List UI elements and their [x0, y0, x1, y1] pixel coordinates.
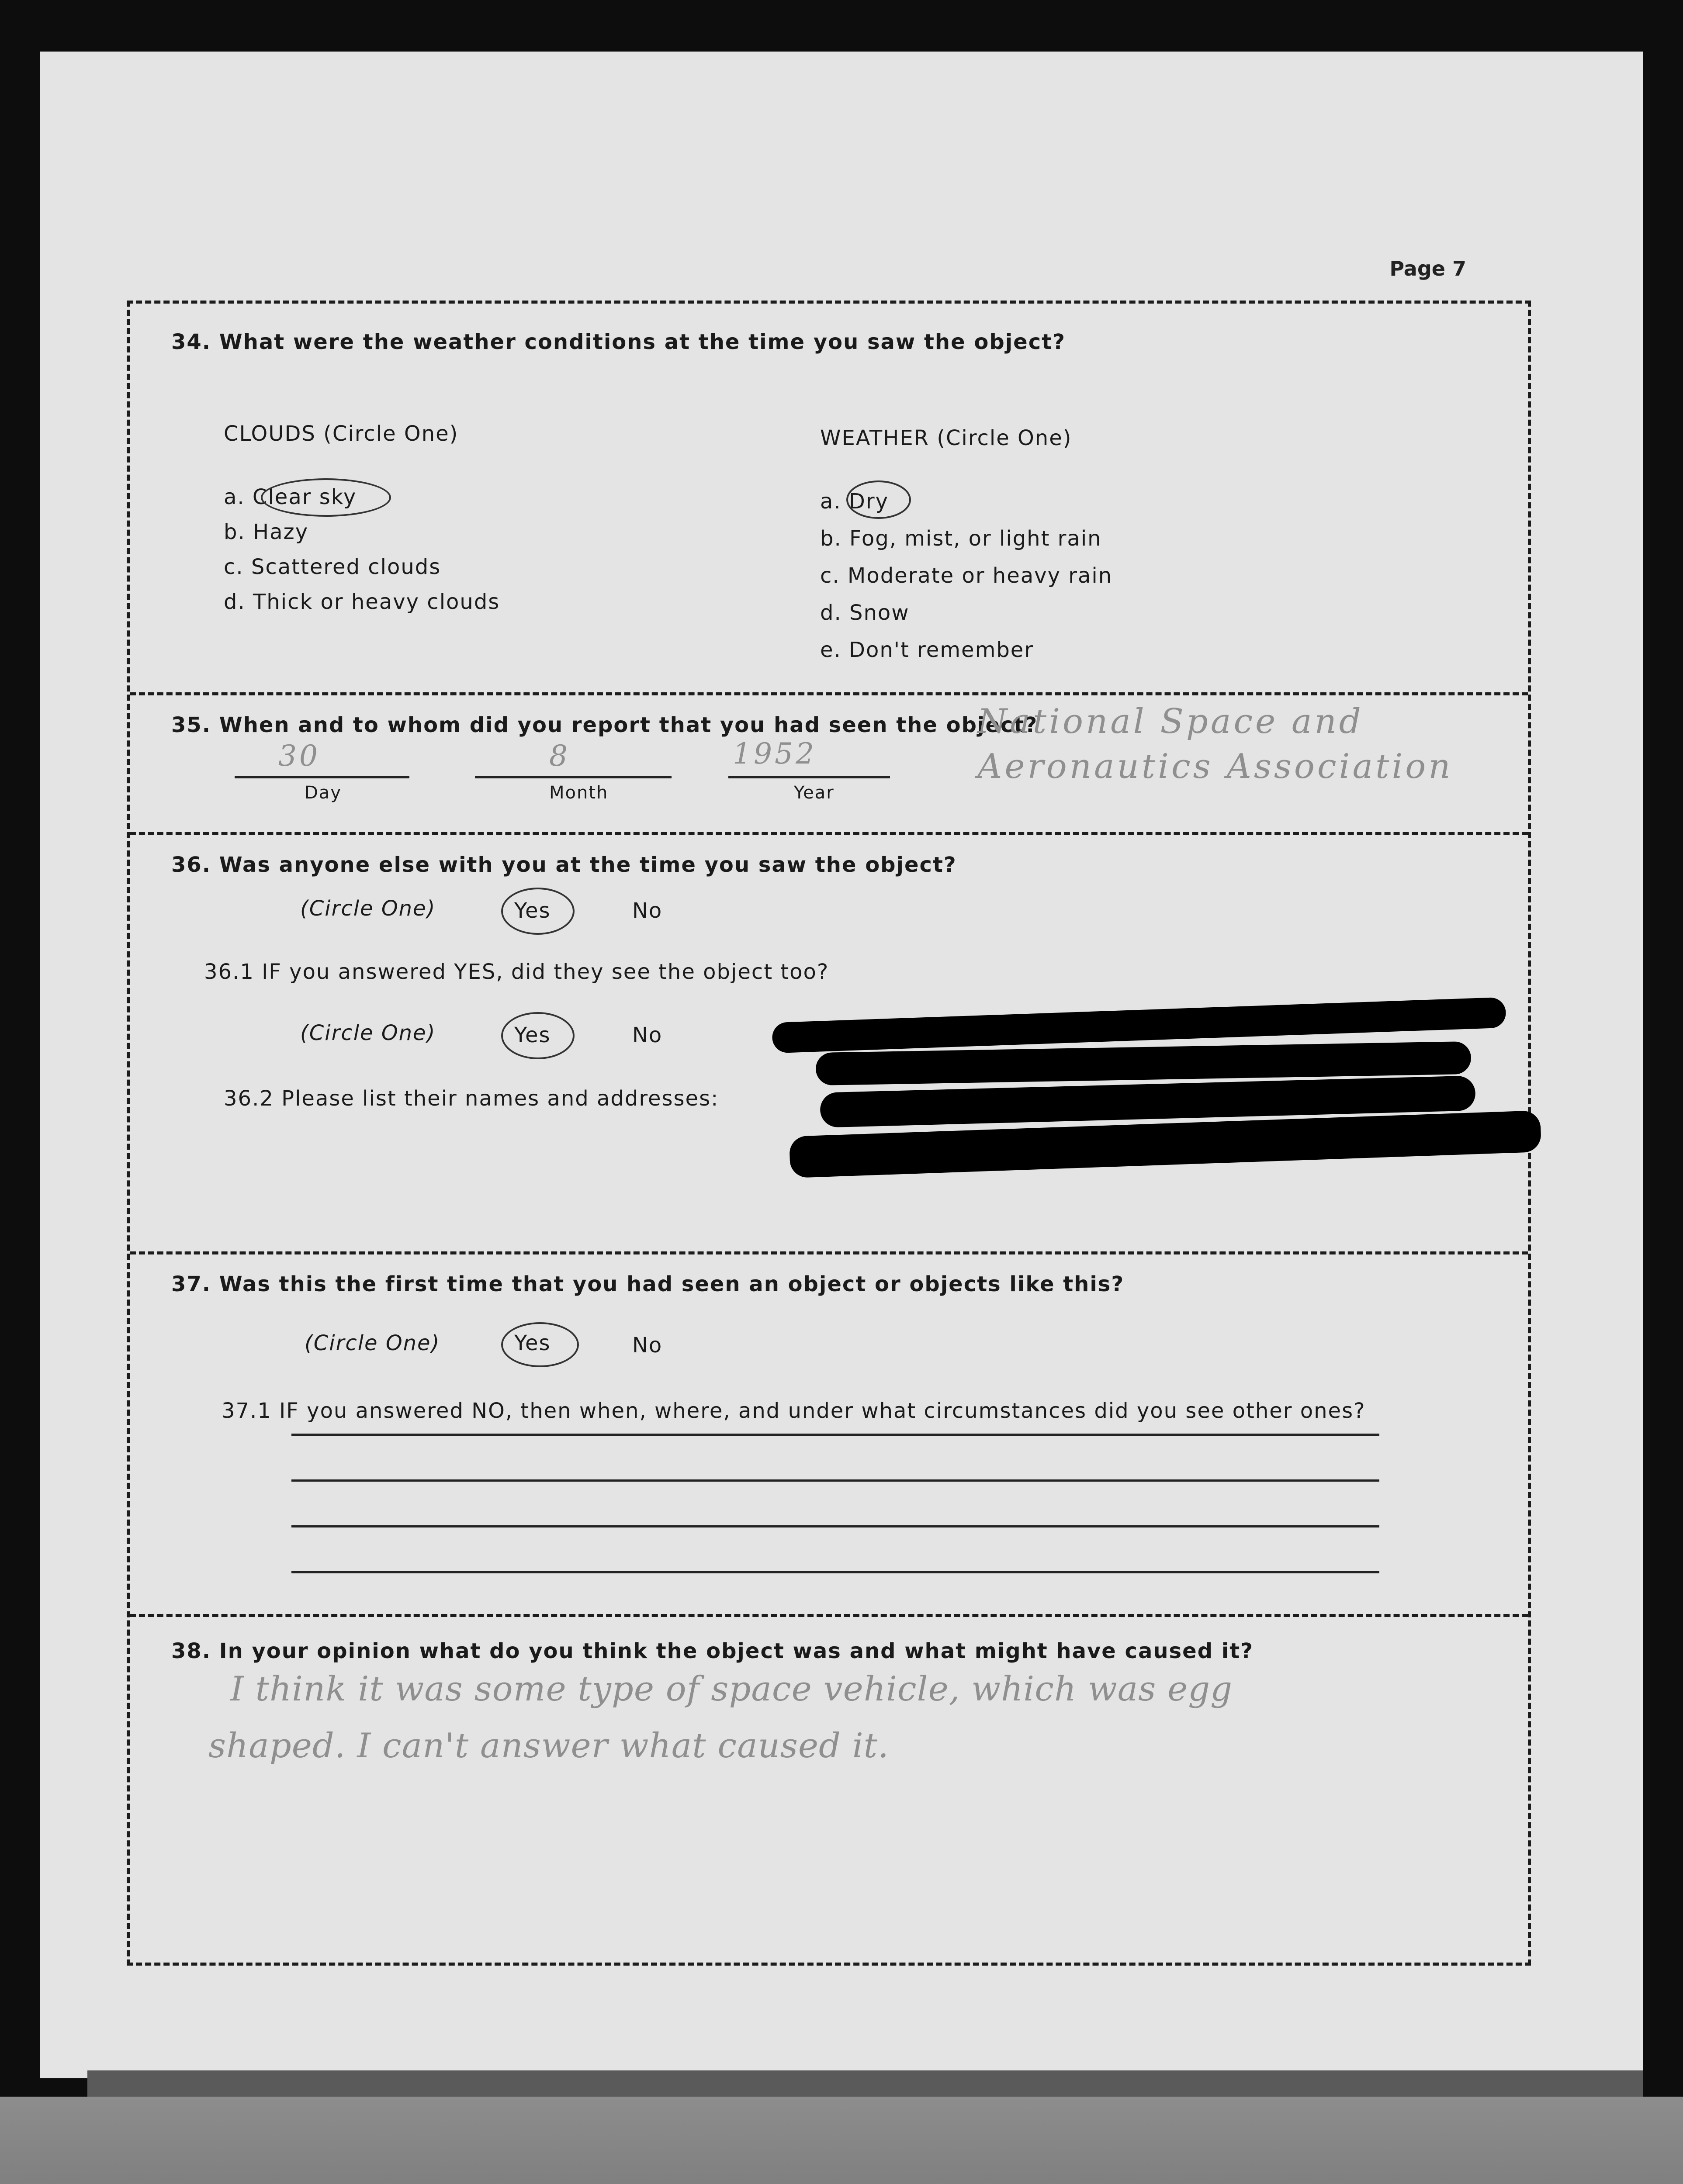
question-38-text: 38. In your opinion what do you think the object was and what might have caused it?	[171, 1639, 1254, 1663]
weather-option-d: d. Snow	[820, 601, 910, 625]
month-label: Month	[549, 783, 609, 803]
weather-option-e: e. Don't remember	[820, 638, 1034, 662]
circle-one-label-3: (Circle One)	[305, 1331, 440, 1355]
answer-yes-3: Yes	[514, 1331, 551, 1355]
yes-circle-mark-3	[501, 1322, 579, 1367]
question-35-text: 35. When and to whom did you report that you had seen the object?	[171, 713, 1038, 737]
clouds-option-b: b. Hazy	[224, 520, 309, 544]
question-37-text: 37. Was this the first time that you had seen an object or objects like this?	[171, 1272, 1125, 1296]
clear-sky-circle-mark	[261, 478, 391, 517]
question-37-section	[130, 1251, 1528, 1614]
answer-no: No	[632, 898, 663, 923]
report-day-value: 30	[278, 739, 320, 773]
answer-line-1	[291, 1434, 1379, 1436]
answer-no-2: No	[632, 1023, 663, 1047]
clouds-option-d: d. Thick or heavy clouds	[224, 590, 500, 614]
year-underline	[728, 776, 890, 778]
dry-circle-mark	[846, 480, 911, 519]
answer-yes: Yes	[514, 898, 551, 923]
question-35-section	[130, 692, 1528, 832]
circle-one-label: (Circle One)	[300, 896, 436, 921]
question-36-1-text: 36.1 IF you answered YES, did they see the object too?	[204, 960, 829, 984]
month-underline	[475, 776, 672, 778]
yes-circle-mark-2	[501, 1012, 575, 1059]
weather-option-a: a. Dry	[820, 489, 889, 514]
question-36-2-text: 36.2 Please list their names and addresses:	[224, 1086, 719, 1111]
weather-option-b: b. Fog, mist, or light rain	[820, 526, 1102, 551]
answer-line-2	[291, 1479, 1379, 1482]
questionnaire-form	[127, 301, 1531, 1966]
page-number: Page 7	[1389, 257, 1466, 280]
question-36-section	[130, 832, 1528, 1251]
day-underline	[235, 776, 409, 778]
question-34-text: 34. What were the weather conditions at the time you saw the object?	[171, 330, 1066, 354]
reported-to-line-1: National Space and	[977, 702, 1364, 741]
answer-line-4	[291, 1571, 1379, 1573]
answer-line-3	[291, 1525, 1379, 1527]
opinion-answer-line-1: I think it was some type of space vehicle, which was egg	[230, 1669, 1233, 1709]
answer-no-3: No	[632, 1333, 663, 1358]
clouds-option-c: c. Scattered clouds	[224, 555, 441, 579]
reported-to-line-2: Aeronautics Association	[977, 747, 1453, 786]
year-label: Year	[794, 783, 835, 803]
day-label: Day	[305, 783, 342, 803]
answer-yes-2: Yes	[514, 1023, 551, 1047]
question-38-section	[130, 1614, 1528, 1966]
question-34-section	[130, 304, 1528, 692]
clouds-header: CLOUDS (Circle One)	[224, 422, 459, 446]
clouds-option-a: a. Clear sky	[224, 485, 357, 509]
report-year-value: 1952	[733, 737, 817, 771]
scan-background	[0, 2097, 1683, 2184]
yes-circle-mark	[501, 888, 575, 935]
report-month-value: 8	[549, 739, 570, 773]
weather-header: WEATHER (Circle One)	[820, 426, 1072, 450]
question-36-text: 36. Was anyone else with you at the time you saw the object?	[171, 853, 957, 877]
page-edge-shadow	[87, 2070, 1643, 2097]
question-37-1-text: 37.1 IF you answered NO, then when, where, and under what circumstances did you see other ones?	[222, 1399, 1366, 1423]
opinion-answer-line-2: shaped. I can't answer what caused it.	[208, 1726, 889, 1766]
weather-option-c: c. Moderate or heavy rain	[820, 563, 1113, 588]
circle-one-label-2: (Circle One)	[300, 1021, 436, 1045]
